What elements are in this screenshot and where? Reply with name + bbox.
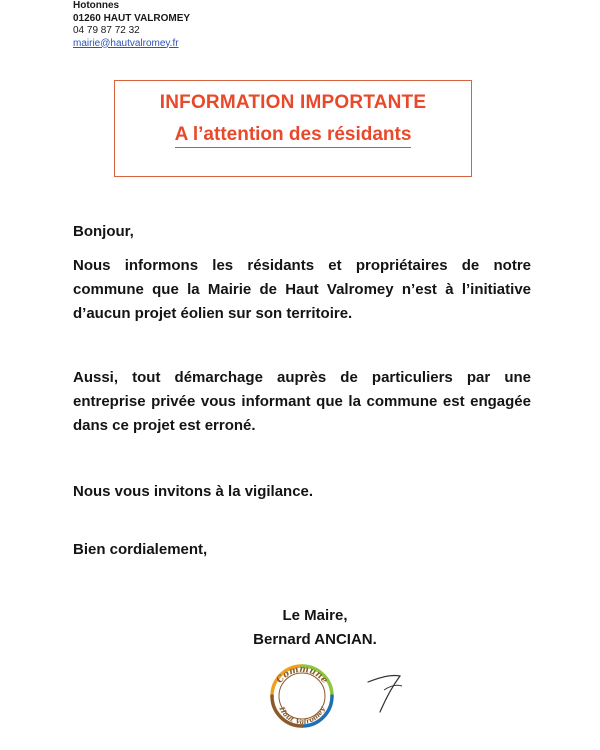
letterhead-town: Hotonnes (73, 0, 120, 11)
letter-paragraph-1: Nous informons les résidants et propriétaires de notre commune que la Mairie de Haut Valromey n’est à l’initiative d’aucun projet éolien sur son territoire. (73, 257, 531, 322)
letterhead-postal: 01260 HAUT VALROMEY (73, 12, 191, 24)
commune-seal-icon (262, 656, 342, 736)
seal-bottom-text: Haut Valromey (277, 704, 327, 727)
notice-box (114, 80, 472, 177)
notice-title: INFORMATION IMPORTANTE (159, 92, 427, 113)
letterhead-phone: 04 79 87 72 32 (73, 25, 140, 36)
seal-top-text: Commune (274, 664, 330, 686)
letter-vigilance: Nous vous invitons à la vigilance. (73, 483, 314, 500)
signature-role: Le Maire, (282, 607, 348, 624)
signature-name: Bernard ANCIAN. (253, 631, 377, 648)
handwritten-signature-icon (360, 660, 420, 720)
letterhead-email[interactable]: mairie@hautvalromey.fr (73, 37, 179, 49)
signature-block (200, 604, 400, 652)
notice-subtitle: A l’attention des résidants (175, 124, 412, 148)
letter-greeting: Bonjour, (73, 223, 134, 240)
letterhead (73, 0, 190, 50)
letter-closing: Bien cordialement, (73, 541, 208, 558)
letter-paragraph-2: Aussi, tout démarchage auprès de particuliers par une entreprise privée vous informant que la commune est engagée dans ce projet est erroné. (73, 369, 531, 434)
